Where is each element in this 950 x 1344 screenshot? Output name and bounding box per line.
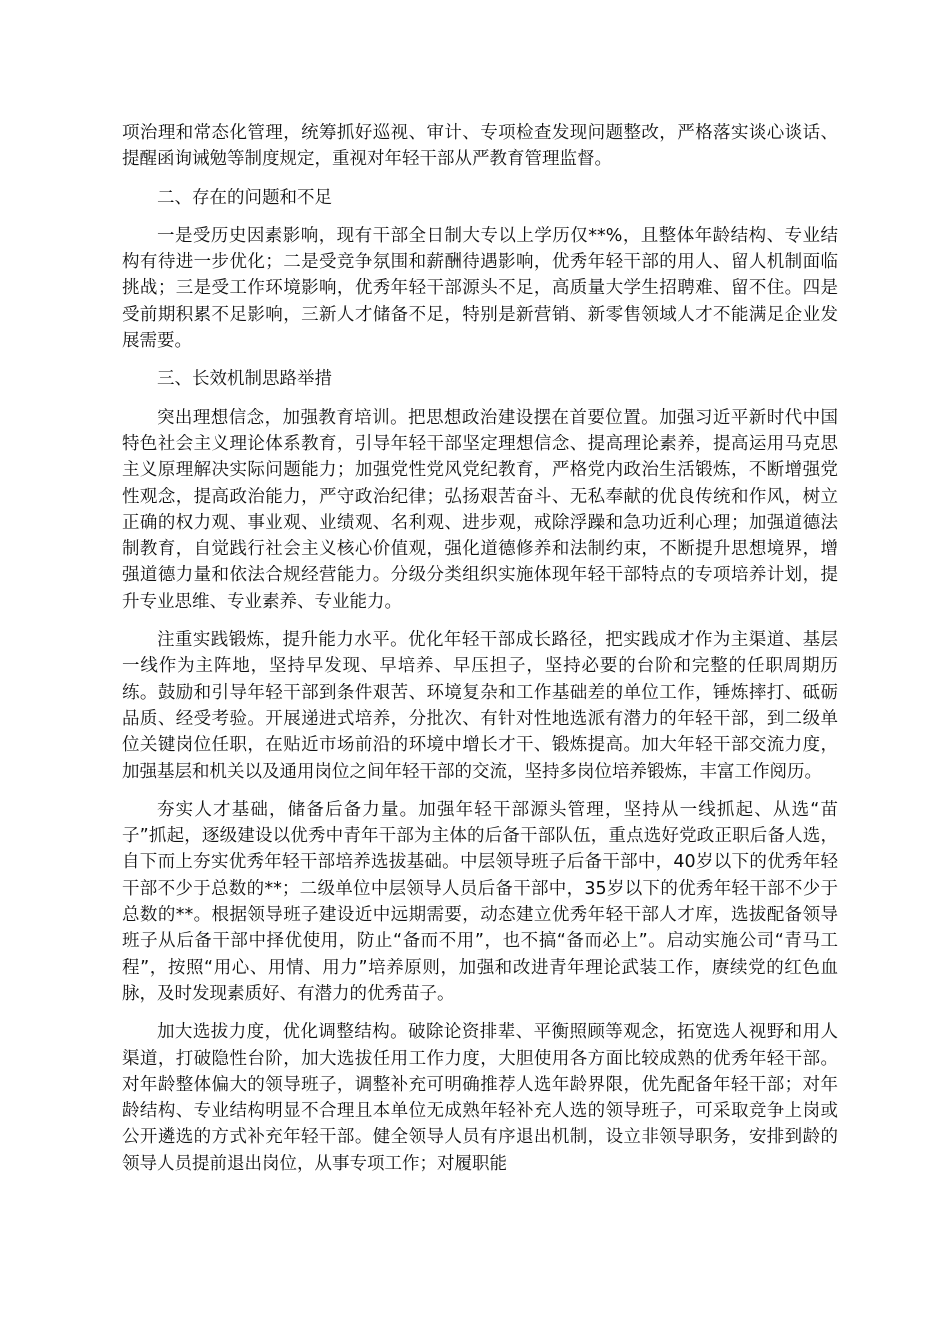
- measure-paragraph-1: 突出理想信念，加强教育培训。把思想政治建设摆在首要位置。加强习近平新时代中国特色社会主义理论体系教育，引导年轻干部坚定理想信念、提高理论素养，提高运用马克思主义原理解决实际问题能力；加强党性党风党纪教育，严格党内政治生活锻炼，不断增强党性观念，提高政治能力，严守政治纪律；弘扬艰苦奋斗、无私奉献的优良传统和作风，树立正确的权力观、事业观、业绩观、名利观、进步观，戒除浮躁和急功近利心理；加强道德法制教育，自觉践行社会主义核心价值观，强化道德修养和法制约束，不断提升思想境界，增强道德力量和依法合规经营能力。分级分类组织实施体现年轻干部特点的专项培养计划，提升专业思维、专业素养、专业能力。: [122, 407, 838, 612]
- measure-paragraph-2: 注重实践锻炼，提升能力水平。优化年轻干部成长路径，把实践成才作为主渠道、基层一线作为主阵地，坚持早发现、早培养、早压担子，坚持必要的台阶和完整的任职周期历练。鼓励和引导年轻干部到条件艰苦、环境复杂和工作基础差的单位工作，锤炼摔打、砥砺品质、经受考验。开展递进式培养，分批次、有针对性地选派有潜力的年轻干部，到二级单位关键岗位任职，在贴近市场前沿的环境中增长才干、锻炼提高。加大年轻干部交流力度，加强基层和机关以及通用岗位之间年轻干部的交流，坚持多岗位培养锻炼，丰富工作阅历。: [122, 630, 838, 782]
- measure-paragraph-4: 加大选拔力度，优化调整结构。破除论资排辈、平衡照顾等观念，拓宽选人视野和用人渠道，打破隐性台阶，加大选拔任用工作力度，大胆使用各方面比较成熟的优秀年轻干部。对年龄整体偏大的领导班子，调整补充可明确推荐人选年龄界限，优先配备年轻干部；对年龄结构、专业结构明显不合理且本单位无成熟年轻补充人选的领导班子，可采取竞争上岗或公开遴选的方式补充年轻干部。健全领导人员有序退出机制，设立非领导职务，安排到龄的领导人员提前退出岗位，从事专项工作；对履职能: [122, 1022, 838, 1174]
- measure-paragraph-3: 夯实人才基础，储备后备力量。加强年轻干部源头管理，坚持从一线抓起、从选“苗子”抓起，逐级建设以优秀中青年干部为主体的后备干部队伍，重点选好党政正职后备人选，自下而上夯实优秀年轻干部培养选拔基础。中层领导班子后备干部中，40岁以下的优秀年轻干部不少于总数的**；二级单位中层领导人员后备干部中，35岁以下的优秀年轻干部不少于总数的**。根据领导班子建设近中远期需要，动态建立优秀年轻干部人才库，选拔配备领导班子从后备干部中择优使用，防止“备而不用”，也不搞“备而必上”。启动实施公司“青马工程”，按照“用心、用情、用力”培养原则，加强和改进青年理论武装工作，赓续党的红色血脉，及时发现素质好、有潜力的优秀苗子。: [122, 799, 838, 1004]
- section2-paragraph: 一是受历史因素影响，现有干部全日制大专以上学历仅**%，且整体年龄结构、专业结构有待进一步优化；二是受竞争氛围和薪酬待遇影响，优秀年轻干部的用人、留人机制面临挑战；三是受工作环境影响，优秀年轻干部源头不足，高质量大学生招聘难、留不住。四是受前期积累不足影响，三新人才储备不足，特别是新营销、新零售领域人才不能满足企业发展需要。: [122, 225, 838, 352]
- document-body: [122, 120, 838, 1189]
- section3-heading: 三、长效机制思路举措: [157, 369, 332, 390]
- section2-heading: 二、存在的问题和不足: [157, 187, 332, 208]
- continuation-paragraph: 项治理和常态化管理，统筹抓好巡视、审计、专项检查发现问题整改，严格落实谈心谈话、提醒函询诫勉等制度规定，重视对年轻干部从严教育管理监督。: [122, 123, 838, 170]
